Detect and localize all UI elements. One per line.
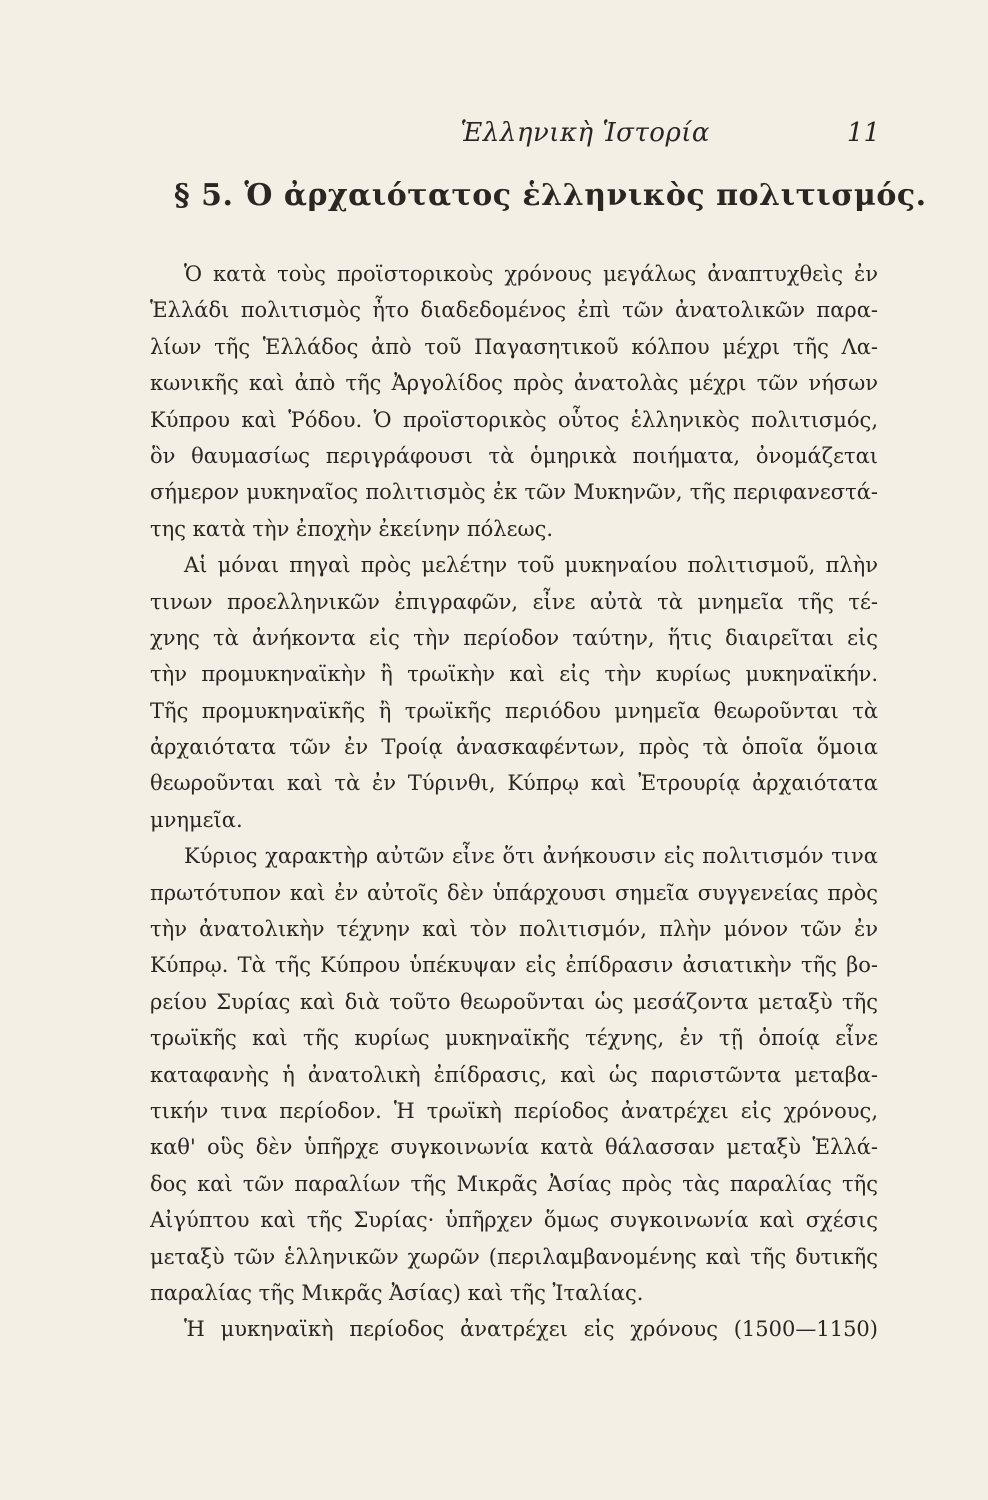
text-line: κωνικῆς καὶ ἀπὸ τῆς Ἀργολίδος πρὸς ἀνατολὰς μέχρι τῶν νήσων: [150, 371, 878, 396]
text-line: μνημεῖα.: [150, 807, 243, 832]
text-line: τικήν τινα περίοδον. Ἡ τρωϊκὴ περίοδος ἀνατρέχει εἰς χρόνους,: [150, 1098, 878, 1123]
text-line: ἀρχαιότατα τῶν ἐν Τροίᾳ ἀνασκαφέντων, πρὸς τὰ ὁποῖα ὅμοια: [150, 735, 878, 760]
text-line: σήμερον μυκηναῖος πολιτισμὸς ἐκ τῶν Μυκηνῶν, τῆς περιφανεστά-: [150, 480, 878, 505]
text-line: λίων τῆς Ἑλλάδος ἀπὸ τοῦ Παγασητικοῦ κόλπου μέχρι τῆς Λα-: [150, 334, 878, 359]
text-line: τινων προελληνικῶν ἐπιγραφῶν, εἶνε αὐτὰ τὰ μνημεῖα τῆς τέ-: [150, 589, 878, 614]
text-line: Τῆς προμυκηναϊκῆς ἢ τρωϊκῆς περιόδου μνημεῖα θεωροῦνται τὰ: [150, 698, 878, 723]
text-line: ὃν θαυμασίως περιγράφουσι τὰ ὁμηρικὰ ποιήματα, ὀνομάζεται: [150, 443, 878, 468]
text-line: δος καὶ τῶν παραλίων τῆς Μικρᾶς Ἀσίας πρὸς τὰς παραλίας τῆς: [150, 1171, 878, 1196]
text-line: Ἡ μυκηναϊκὴ περίοδος ἀνατρέχει εἰς χρόνους (1500—1150): [184, 1317, 878, 1342]
text-line: μεταξὺ τῶν ἑλληνικῶν χωρῶν (περιλαμβανομένης καὶ τῆς δυτικῆς: [150, 1244, 878, 1269]
text-line: Κύπρου καὶ Ῥόδου. Ὁ προϊστορικὸς οὗτος ἑλληνικὸς πολιτισμός,: [150, 407, 878, 432]
text-line: παραλίας τῆς Μικρᾶς Ἀσίας) καὶ τῆς Ἰταλίας.: [150, 1280, 644, 1305]
text-line: πρωτότυπον καὶ ἐν αὐτοῖς δὲν ὑπάρχουσι σημεῖα συγγενείας πρὸς: [150, 880, 878, 905]
text-line: Ἑλλάδι πολιτισμὸς ἦτο διαδεδομένος ἐπὶ τῶν ἀνατολικῶν παρα-: [150, 298, 878, 323]
text-line: Αἱ μόναι πηγαὶ πρὸς μελέτην τοῦ μυκηναίου πολιτισμοῦ, πλὴν: [184, 553, 878, 578]
running-title: Ἑλληνικὴ Ἱστορία: [460, 118, 710, 148]
text-line: Ὁ κατὰ τοὺς προϊστορικοὺς χρόνους μεγάλως ἀναπτυχθεὶς ἐν: [184, 262, 878, 286]
text-line: τὴν ἀνατολικὴν τέχνην καὶ τὸν πολιτισμόν, πλὴν μόνον τῶν ἐν: [150, 917, 878, 942]
body-text: [150, 256, 878, 1348]
text-line: τρωϊκῆς καὶ τῆς κυρίως μυκηναϊκῆς τέχνης, ἐν τῇ ὁποίᾳ εἶνε: [150, 1026, 878, 1051]
text-line: θεωροῦνται καὶ τὰ ἐν Τύρινθι, Κύπρῳ καὶ Ἐτρουρίᾳ ἀρχαιότατα: [150, 771, 878, 796]
text-line: ρείου Συρίας καὶ διὰ τοῦτο θεωροῦνται ὡς μεσάζοντα μεταξὺ τῆς: [150, 989, 878, 1014]
text-line: Αἰγύπτου καὶ τῆς Συρίας· ὑπῆρχεν ὅμως συγκοινωνία καὶ σχέσις: [150, 1208, 878, 1233]
text-line: της κατὰ τὴν ἐποχὴν ἐκείνην πόλεως.: [150, 516, 554, 541]
text-line: Κύριος χαρακτὴρ αὐτῶν εἶνε ὅτι ἀνήκουσιν εἰς πολιτισμόν τινα: [184, 844, 878, 869]
text-line: καθ' οὓς δὲν ὑπῆρχε συγκοινωνία κατὰ θάλασσαν μεταξὺ Ἑλλά-: [150, 1135, 878, 1160]
text-line: χνης τὰ ἀνήκοντα εἰς τὴν περίοδον ταύτην, ἥτις διαιρεῖται εἰς: [150, 625, 878, 650]
text-line: καταφανὴς ἡ ἀνατολικὴ ἐπίδρασις, καὶ ὡς παριστῶντα μεταβα-: [150, 1062, 878, 1087]
section-title: § 5. Ὁ ἀρχαιότατος ἑλληνικὸς πολιτισμός.: [174, 178, 927, 213]
page-header: [120, 118, 880, 158]
text-line: τὴν προμυκηναϊκὴν ἢ τρωϊκὴν καὶ εἰς τὴν κυρίως μυκηναϊκήν.: [150, 662, 878, 687]
text-line: Κύπρῳ. Τὰ τῆς Κύπρου ὑπέκυψαν εἰς ἐπίδρασιν ἀσιατικὴν τῆς βο-: [150, 953, 878, 978]
page-number: 11: [846, 118, 880, 148]
